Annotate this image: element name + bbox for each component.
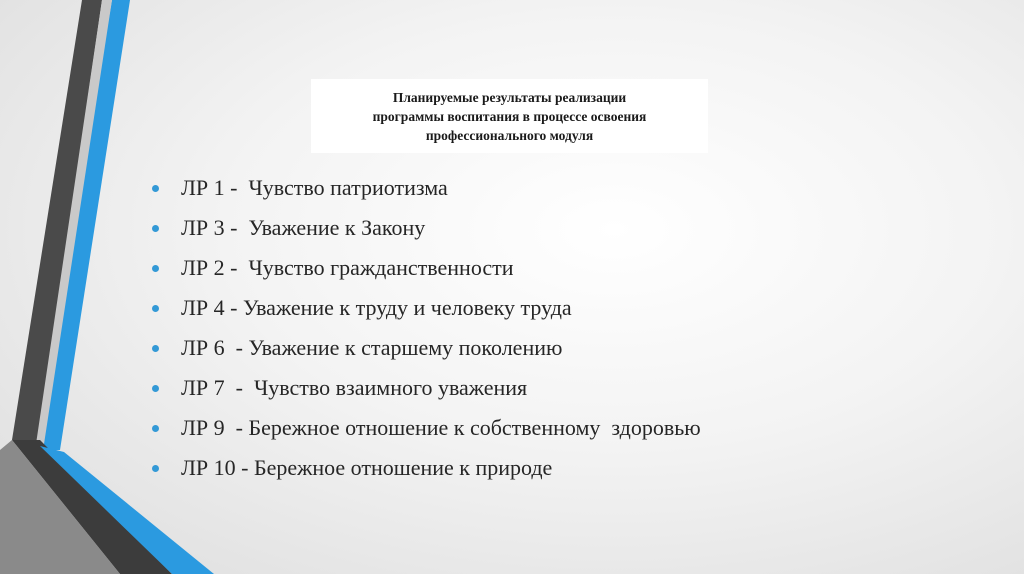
bullet-text: ЛР 7 - Чувство взаимного уважения	[181, 375, 528, 400]
title-line-3: профессионального модуля	[425, 128, 594, 143]
list-item	[152, 168, 701, 208]
bullet-text: ЛР 9 - Бережное отношение к собственному здоровью	[181, 415, 701, 440]
list-item	[152, 288, 701, 328]
bullet-icon	[152, 185, 159, 192]
bullet-icon	[152, 425, 159, 432]
bullet-text: ЛР 1 - Чувство патриотизма	[181, 175, 448, 200]
list-item	[152, 248, 701, 288]
bullet-text: ЛР 6 - Уважение к старшему поколению	[181, 335, 563, 360]
bullet-icon	[152, 225, 159, 232]
title-line-1: Планируемые результаты реализации	[392, 90, 627, 105]
title-line-2: программы воспитания в процессе освоения	[372, 109, 647, 124]
bullet-list	[152, 168, 701, 488]
list-item	[152, 328, 701, 368]
list-item	[152, 208, 701, 248]
slide-title-box	[311, 79, 708, 153]
bullet-text: ЛР 4 - Уважение к труду и человеку труда	[181, 295, 572, 320]
bullet-icon	[152, 265, 159, 272]
bullet-text: ЛР 10 - Бережное отношение к природе	[181, 455, 553, 480]
list-item	[152, 368, 701, 408]
list-item	[152, 408, 701, 448]
bullet-icon	[152, 385, 159, 392]
bullet-icon	[152, 465, 159, 472]
bullet-icon	[152, 345, 159, 352]
bullet-text: ЛР 3 - Уважение к Закону	[181, 215, 426, 240]
bullet-text: ЛР 2 - Чувство гражданственности	[181, 255, 514, 280]
list-item	[152, 448, 701, 488]
bullet-icon	[152, 305, 159, 312]
